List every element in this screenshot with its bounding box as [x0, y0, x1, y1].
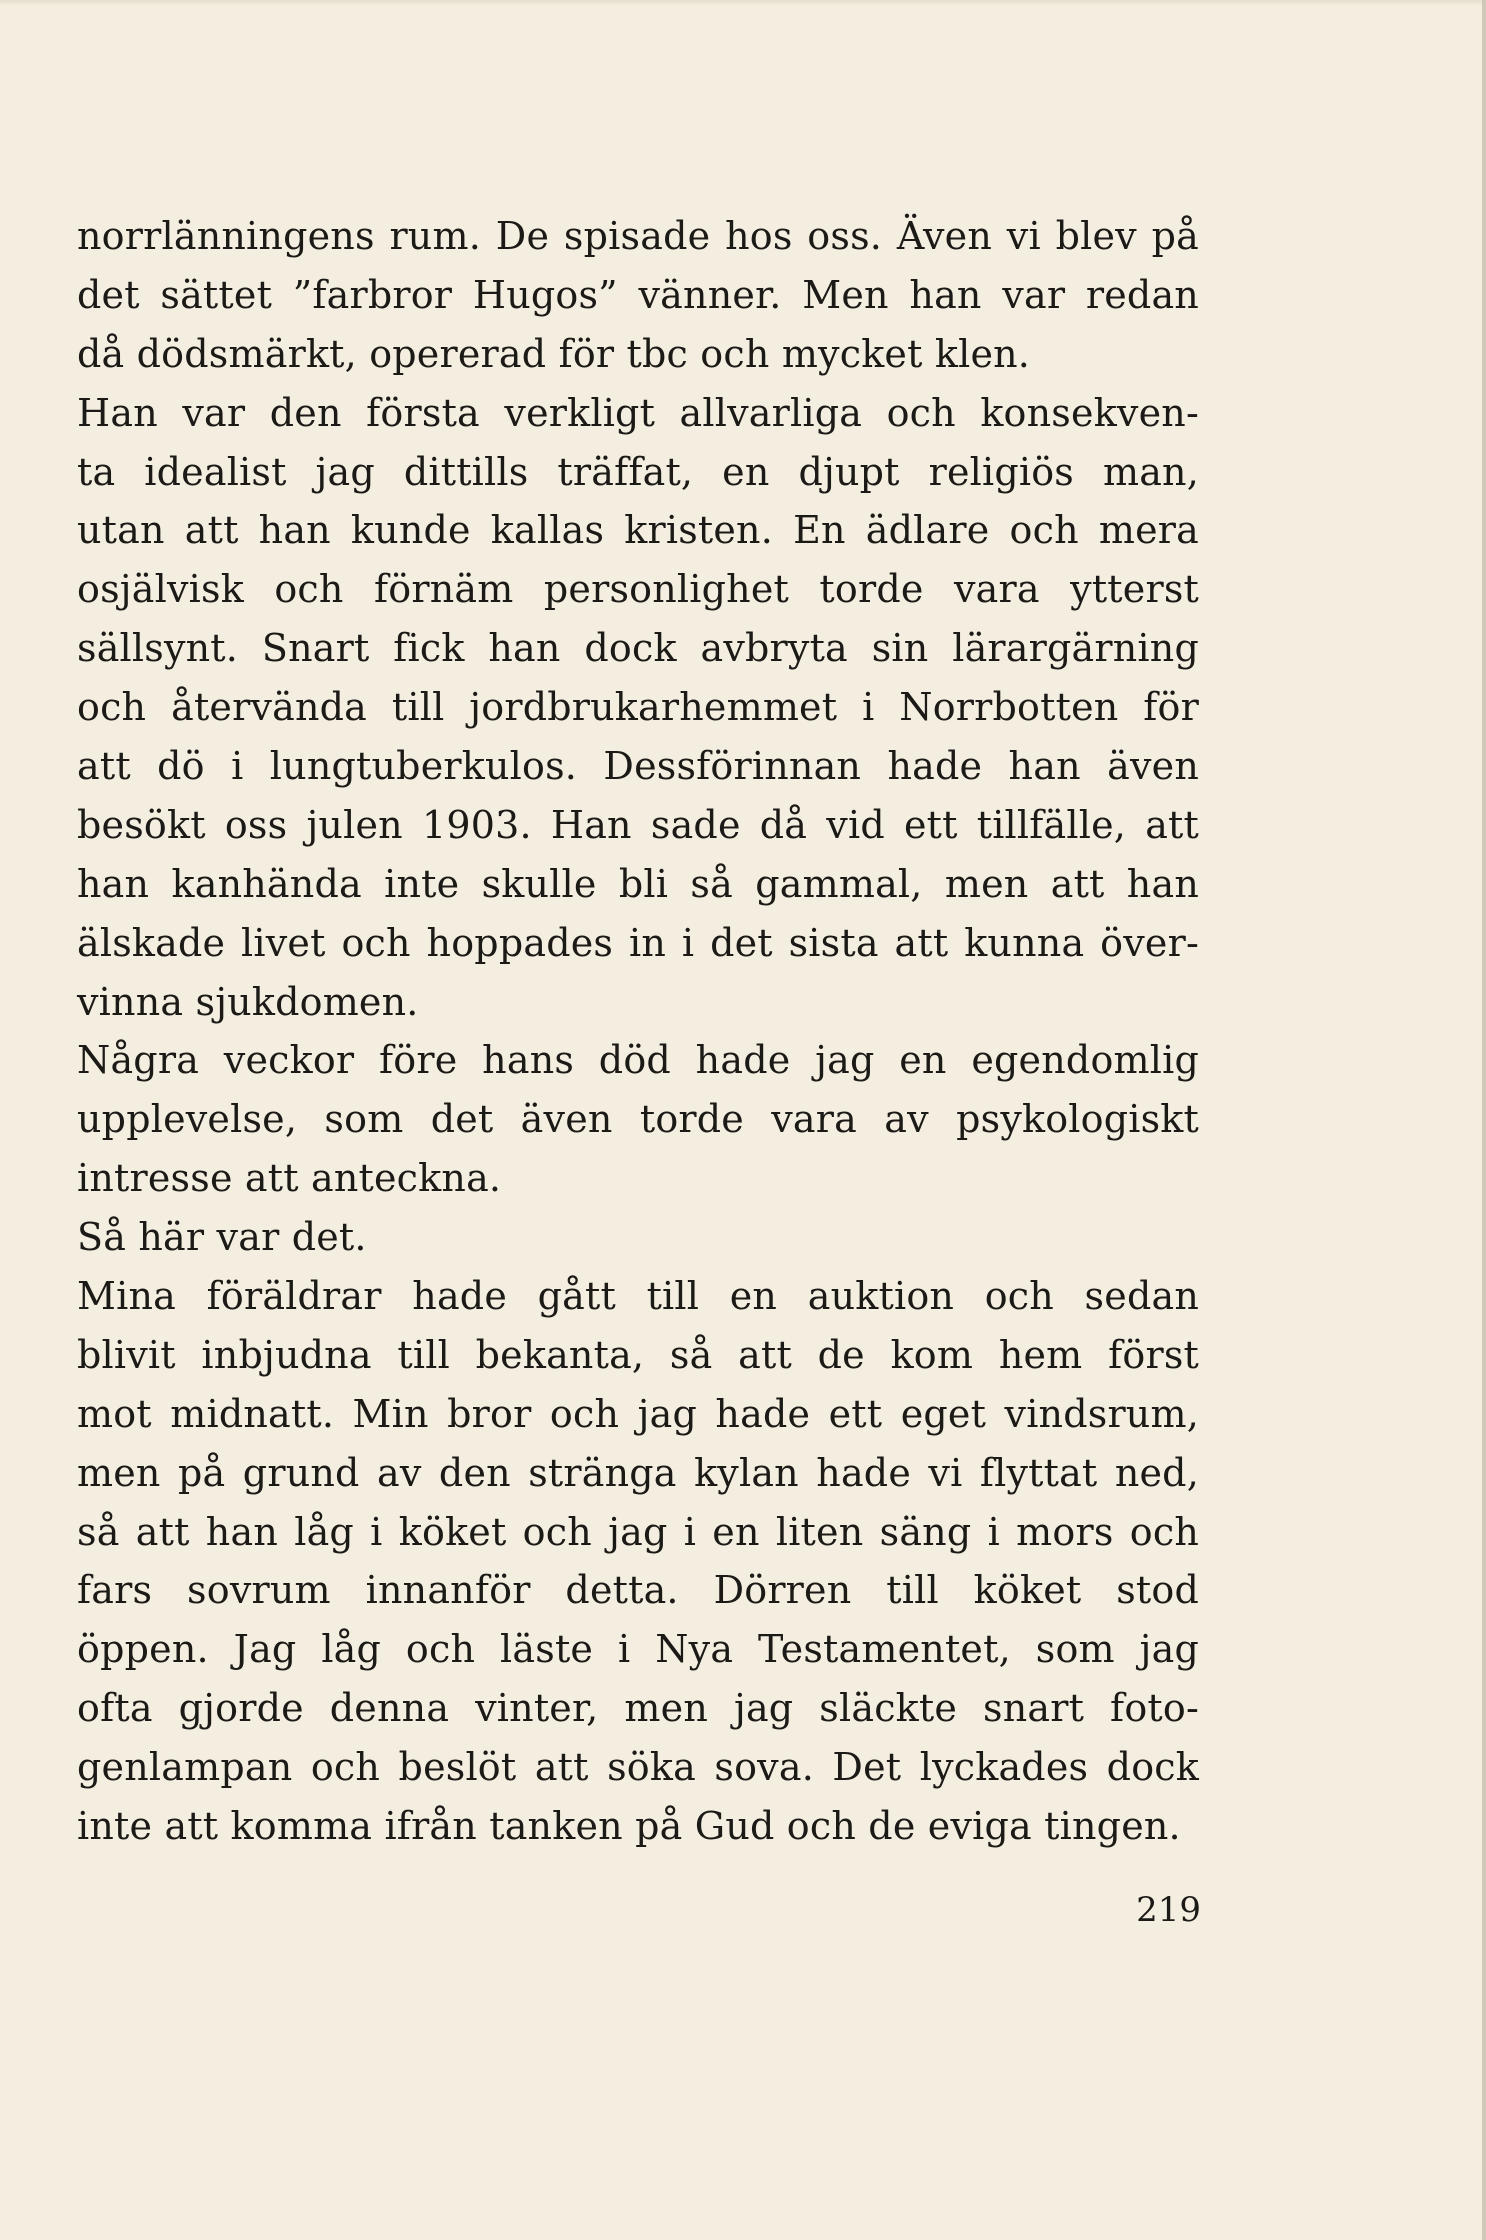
- text-line: sällsynt. Snart fick han dock avbryta sin lärargärning: [77, 626, 1199, 671]
- text-line: norrlänningens rum. De spisade hos oss. Även vi blev på: [77, 214, 1199, 258]
- text-line: vinna sjukdomen.: [77, 979, 419, 1024]
- text-line: att dö i lungtuberkulos. Dessförinnan hade han även: [77, 744, 1199, 789]
- page-number: 219: [1136, 1890, 1201, 1930]
- text-line: utan att han kunde kallas kristen. En ädlare och mera: [77, 508, 1199, 553]
- text-line: blivit inbjudna till bekanta, så att de kom hem först: [77, 1332, 1199, 1377]
- text-line: öppen. Jag låg och läste i Nya Testamentet, som jag: [77, 1627, 1199, 1672]
- text-line: besökt oss julen 1903. Han sade då vid ett tillfälle, att: [77, 802, 1199, 847]
- text-line: ofta gjorde denna vinter, men jag släckte snart foto-: [77, 1686, 1199, 1731]
- text-line: upplevelse, som det även torde vara av psykologiskt: [77, 1097, 1199, 1142]
- page-right-edge: [1482, 0, 1486, 2240]
- text-line: fars sovrum innanför detta. Dörren till köket stod: [77, 1568, 1199, 1613]
- text-line: osjälvisk och förnäm personlighet torde vara ytterst: [77, 567, 1199, 612]
- text-line: det sättet ”farbror Hugos” vänner. Men han var redan: [77, 272, 1199, 317]
- text-line: genlampan och beslöt att söka sova. Det lyckades dock: [77, 1745, 1199, 1790]
- text-line: inte att komma ifrån tanken på Gud och de eviga tingen.: [77, 1804, 1181, 1849]
- text-line: intresse att anteckna.: [77, 1156, 502, 1201]
- page-top-edge: [0, 0, 1486, 6]
- text-line: då dödsmärkt, opererad för tbc och mycket klen.: [77, 331, 1031, 376]
- text-line: älskade livet och hoppades in i det sista att kunna över-: [77, 920, 1199, 965]
- body-text: [77, 207, 1199, 1856]
- text-line: ta idealist jag dittills träffat, en djupt religiös man,: [77, 449, 1199, 494]
- text-line: Så här var det.: [77, 1215, 367, 1260]
- text-line: han kanhända inte skulle bli så gammal, men att han: [77, 861, 1199, 906]
- text-line: Några veckor före hans död hade jag en egendomlig: [77, 1038, 1199, 1083]
- text-line: men på grund av den stränga kylan hade vi flyttat ned,: [77, 1450, 1199, 1495]
- text-line: så att han låg i köket och jag i en liten säng i mors och: [77, 1509, 1199, 1554]
- text-line: Mina föräldrar hade gått till en auktion och sedan: [77, 1274, 1199, 1319]
- text-line: Han var den första verkligt allvarliga och konsekven-: [77, 390, 1199, 435]
- text-line: mot midnatt. Min bror och jag hade ett eget vindsrum,: [77, 1391, 1199, 1436]
- text-line: och återvända till jordbrukarhemmet i Norrbotten för: [77, 685, 1199, 730]
